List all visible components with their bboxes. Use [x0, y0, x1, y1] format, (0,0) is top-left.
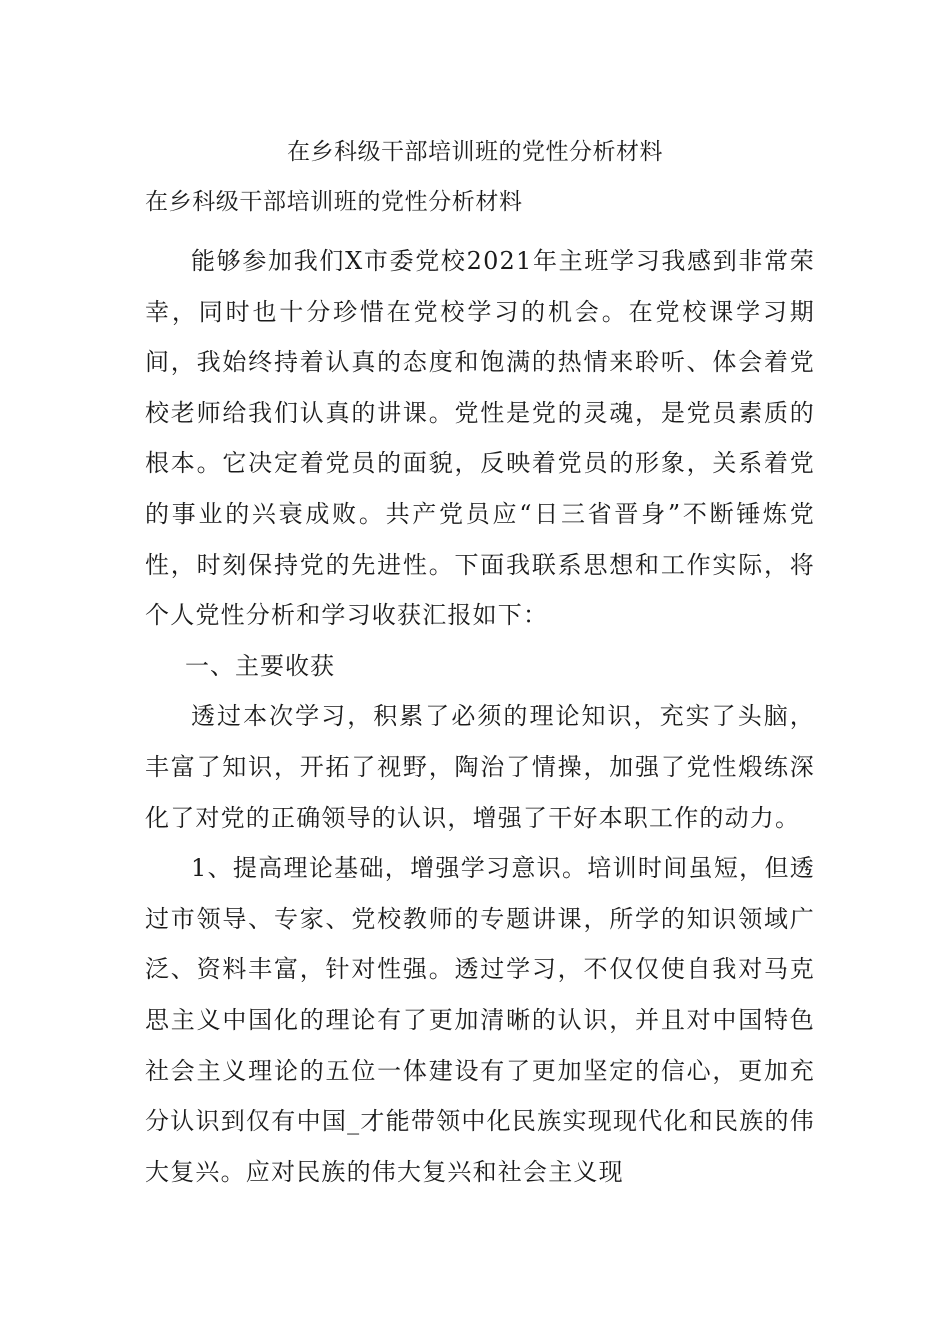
document-title: 在乡科级干部培训班的党性分析材料	[287, 139, 663, 165]
section-heading: 一、主要收获	[185, 651, 335, 680]
document-body	[145, 184, 815, 1197]
paragraph-gains: 透过本次学习，积累了必须的理论知识，充实了头脑，丰富了知识，开拓了视野，陶治了情操，加强了党性煅练深化了对党的正确领导的认识，增强了干好本职工作的动力。	[145, 702, 815, 832]
document-subtitle: 在乡科级干部培训班的党性分析材料	[145, 189, 523, 215]
paragraph-point-1: 1、提高理论基础，增强学习意识。培训时间虽短，但透过市领导、专家、党校教师的专题讲课，所学的知识领域广泛、资料丰富，针对性强。透过学习，不仅仅使自我对马克思主义中国化的理论有了更加清晰的认识，并且对中国特色社会主义理论的五位一体建设有了更加坚定的信心，更加充分认识到仅有中国_才能带领中化民族实现现代化和民族的伟大复兴。应对民族的伟大复兴和社会主义现	[145, 854, 815, 1186]
paragraph-intro: 能够参加我们X市委党校2021年主班学习我感到非常荣幸，同时也十分珍惜在党校学习的机会。在党校课学习期间，我始终持着认真的态度和饱满的热情来聆听、体会着党校老师给我们认真的讲课。党性是党的灵魂，是党员素质的根本。它决定着党员的面貌，反映着党员的形象，关系着党的事业的兴衰成败。共产党员应“日三省晋身”不断锤炼党性，时刻保持党的先进性。下面我联系思想和工作实际，将个人党性分析和学习收获汇报如下：	[145, 247, 815, 630]
